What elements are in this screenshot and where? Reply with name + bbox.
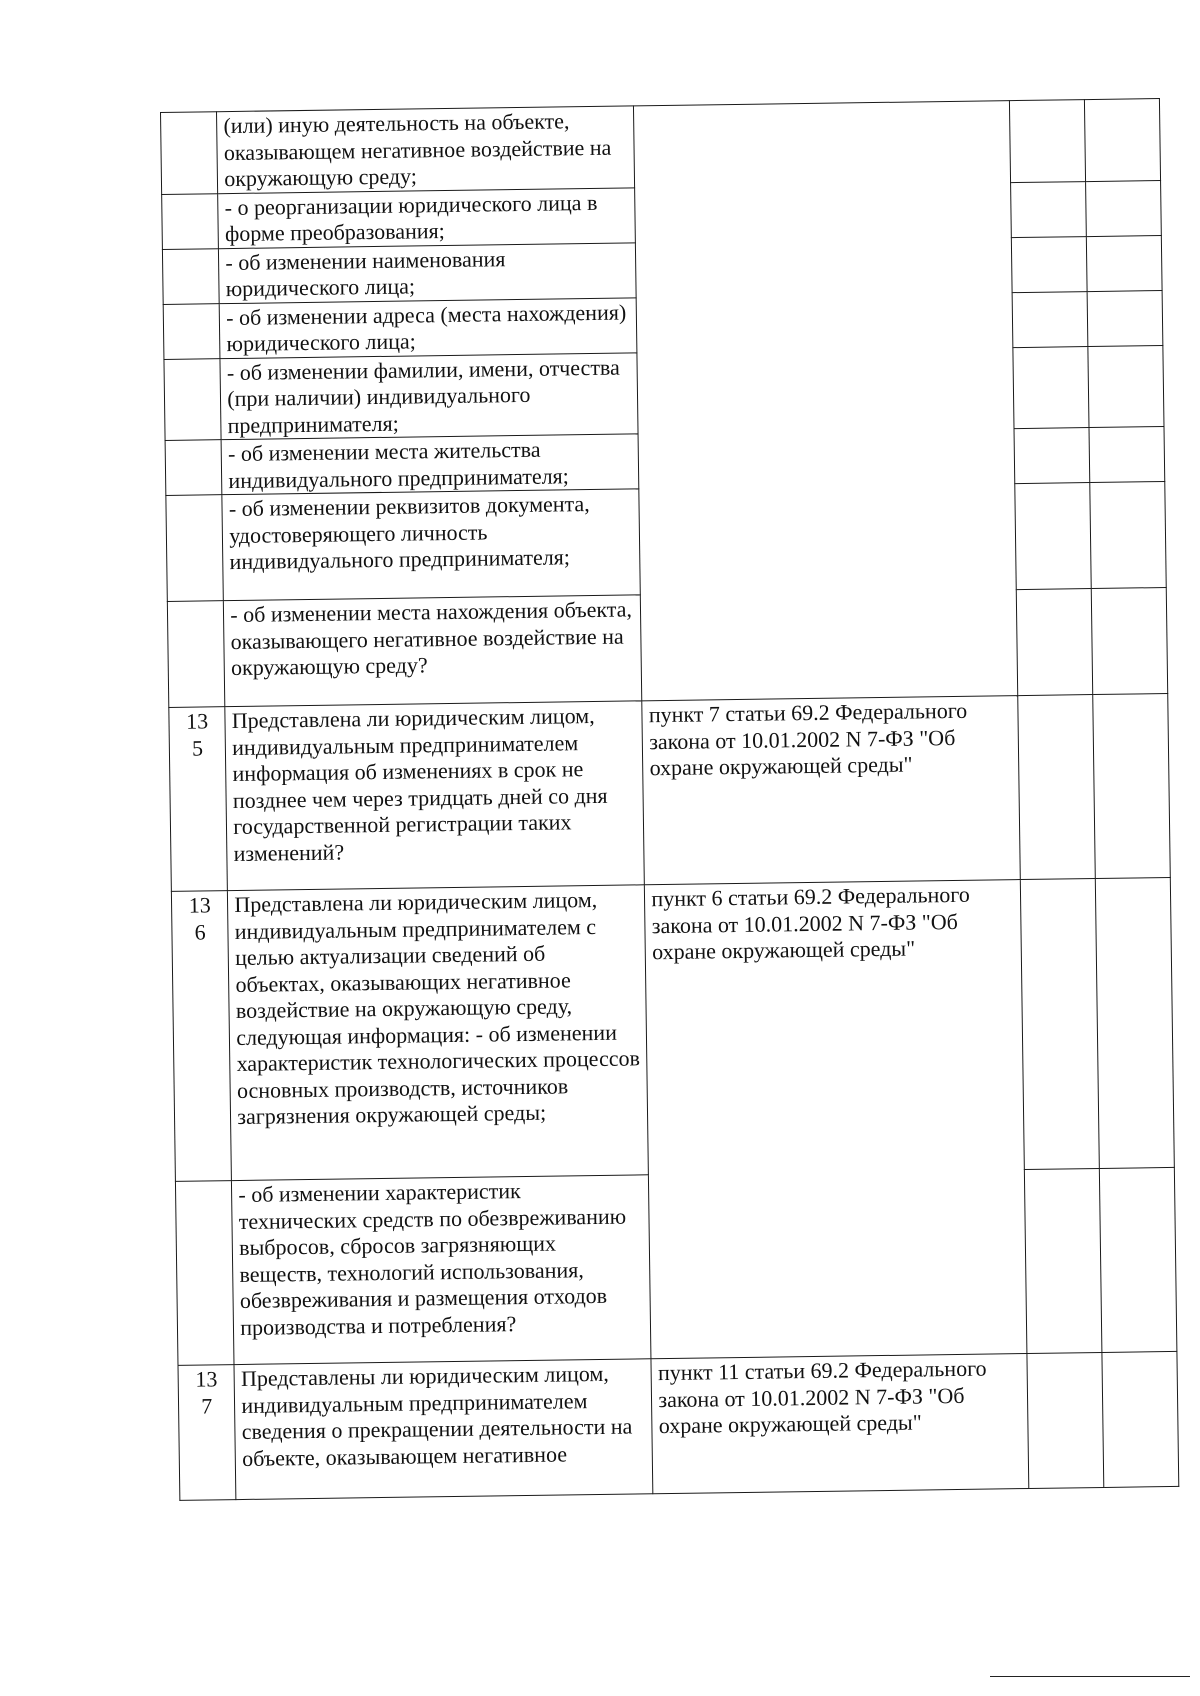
row-number-cell [163,303,220,359]
row-number-cell: 13 7 [178,1365,236,1501]
answer-no-cell [1089,427,1165,483]
row-number-cell [167,601,225,708]
table-row [161,99,1161,194]
reference-cell: пункт 6 статьи 69.2 Федерального закона от 10.01.2002 N 7-ФЗ "Об охране окружающей среды" [645,880,1027,1359]
answer-no-cell [1091,587,1168,694]
row-number-cell [165,440,222,496]
question-cell: - об изменении места жительства индивидуального предпринимателя; [221,434,639,495]
checklist-table [160,98,1179,1501]
question-cell: - об изменении адреса (места нахождения) юридического лица; [219,297,637,358]
answer-yes-cell [1018,695,1096,880]
row-number-cell [164,358,221,440]
reference-cell [634,101,1018,701]
question-cell: Представлена ли юридическим лицом, индивидуальным предпринимателем информация об изменениях в срок не позднее чем через тридцать дней со дня государственной регистрации таких изменений? [225,701,645,891]
table-row [169,693,1170,891]
question-cell: - о реорганизации юридического лица в форме преобразования; [218,187,636,248]
row-number-cell [161,112,218,194]
answer-no-cell [1095,877,1174,1168]
table-row [171,877,1174,1181]
question-cell: - об изменении реквизитов документа, удостоверяющего личность индивидуального предпринимателя; [222,489,641,601]
answer-yes-cell [1020,879,1099,1170]
answer-yes-cell [1012,291,1088,347]
answer-yes-cell [1024,1168,1102,1353]
reference-cell: пункт 7 статьи 69.2 Федерального закона от 10.01.2002 N 7-ФЗ "Об охране окружающей среды" [642,696,1020,885]
answer-yes-cell [1010,181,1086,237]
row-number-cell [162,193,219,249]
reference-cell: пункт 11 статьи 69.2 Федерального закона от 10.01.2002 N 7-ФЗ "Об охране окружающей среды" [651,1354,1028,1494]
row-number-cell [162,248,219,304]
answer-yes-cell [1013,346,1089,429]
answer-no-cell [1085,180,1161,236]
footer-divider [990,1676,1190,1677]
answer-no-cell [1086,235,1162,291]
answer-no-cell [1087,290,1163,346]
answer-yes-cell [1016,589,1093,696]
question-cell: - об изменении места нахождения объекта, оказывающего негативное воздействие на окружающую среду? [224,595,643,707]
answer-yes-cell [1027,1352,1104,1488]
answer-no-cell [1099,1167,1177,1352]
answer-no-cell [1090,482,1167,589]
question-cell: - об изменении наименования юридического лица; [219,242,637,303]
answer-yes-cell [1011,236,1087,292]
answer-yes-cell [1014,428,1090,484]
answer-no-cell [1093,693,1171,878]
row-number-cell [175,1181,234,1366]
answer-yes-cell [1015,483,1092,590]
answer-no-cell [1084,99,1160,182]
table-row [178,1351,1179,1500]
question-cell: - об изменении характеристик технических средств по обезвреживанию выбросов, сбросов загрязняющих веществ, технологий использования, обезвреживания и размещения отходов производства и потребления? [232,1175,652,1365]
answer-yes-cell [1009,100,1085,183]
question-cell: Представлена ли юридическим лицом, индивидуальным предпринимателем с целью актуализации сведений об объектах, оказывающих негативное воздействие на окружающую среду, следующая информация: - об изменении характеристик технологических процессов основных производств, источников загрязнения окружающей среды; [228,885,649,1181]
question-cell: Представлены ли юридическим лицом, индивидуальным предпринимателем сведения о прекращении деятельности на объекте, оказывающем негативное [234,1359,653,1500]
question-cell: - об изменении фамилии, имени, отчества (при наличии) индивидуального предпринимателя; [220,352,638,439]
row-number-cell [166,495,224,602]
question-cell: (или) иную деятельность на объекте, оказывающем негативное воздействие на окружающую среду; [217,106,635,193]
answer-no-cell [1088,345,1164,428]
row-number-cell: 13 5 [169,707,228,892]
row-number-cell: 13 6 [171,891,231,1182]
answer-no-cell [1102,1351,1179,1487]
